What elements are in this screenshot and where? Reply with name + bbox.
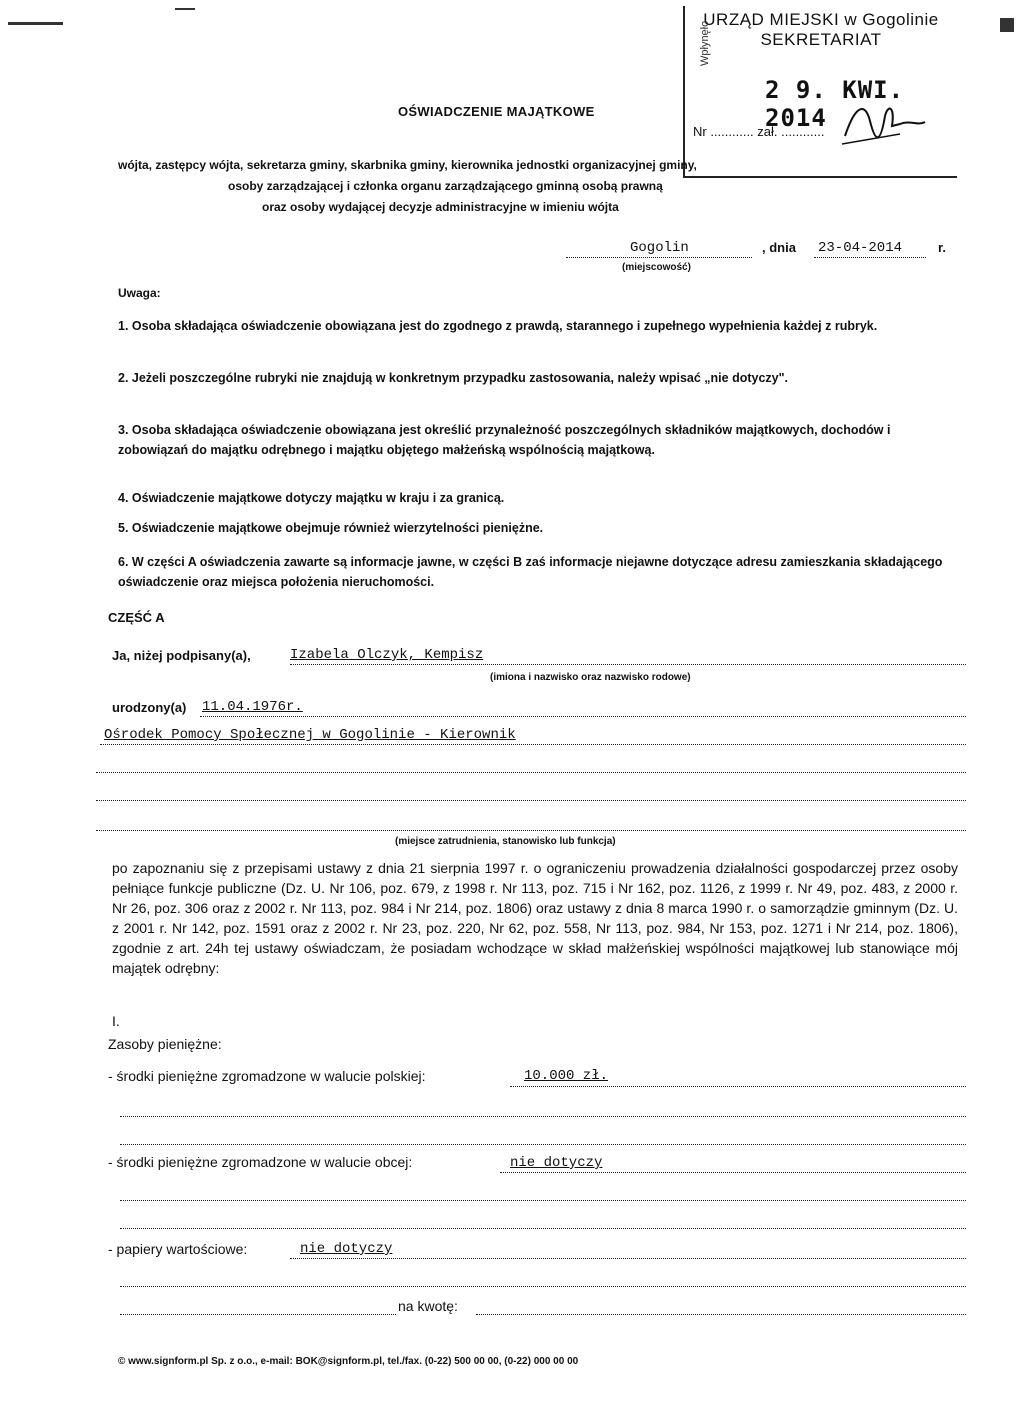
note-item: 1. Osoba składająca oświadczenie obowiązana jest do zgodnego z prawdą, starannego i zupełnego wypełnienia każdej z rubryk.	[118, 319, 878, 333]
date-value: 23-04-2014	[818, 240, 903, 256]
signer-label: Ja, niżej podpisany(a),	[112, 648, 251, 663]
birth-dotted-line	[200, 716, 966, 717]
scan-speck	[175, 8, 195, 10]
date-suffix: r.	[938, 240, 946, 255]
securities-value: nie dotyczy	[300, 1241, 393, 1257]
stamp-received-label: Wpłynęło	[699, 20, 711, 66]
blank-dotted-line	[96, 830, 966, 831]
signer-hint: (imiona i nazwisko oraz nazwisko rodowe)	[490, 672, 691, 683]
note-item: 2. Jeżeli poszczególne rubryki nie znajdują w konkretnym przypadku zastosowania, należy wpisać „nie dotyczy".	[118, 371, 789, 385]
pln-label: - środki pieniężne zgromadzone w walucie polskiej:	[108, 1068, 426, 1084]
scan-speck	[1000, 18, 1014, 32]
note-item: 3. Osoba składająca oświadczenie obowiązana jest określić przynależność poszczególnych składników majątkowych, dochodów i zobowiązań do majątku odrębnego i majątku objętego małżeńską wspólnością majątkową.	[118, 423, 891, 457]
form-footer: © www.signform.pl Sp. z o.o., e-mail: BOK@signform.pl, tel./fax. (0-22) 500 00 00, (0-22) 000 00 00	[118, 1356, 579, 1367]
blank-dotted-line	[120, 1200, 966, 1201]
foreign-dotted-line	[500, 1172, 966, 1173]
header-line-1: wójta, zastępcy wójta, sekretarza gminy, skarbnika gminy, kierownika jednostki organizacyjnej gminy,	[118, 158, 697, 172]
blank-dotted-line	[120, 1116, 966, 1117]
pln-value: 10.000 zł.	[524, 1068, 609, 1084]
place-value: Gogolin	[630, 240, 689, 256]
document-title: OŚWIADCZENIE MAJĄTKOWE	[398, 104, 595, 119]
note-item: 4. Oświadczenie majątkowe dotyczy majątku w kraju i za granicą.	[118, 491, 505, 505]
scan-speck	[8, 22, 63, 25]
signer-dotted-line	[290, 664, 966, 665]
birth-label: urodzony(a)	[112, 700, 187, 715]
securities-label: - papiery wartościowe:	[108, 1241, 248, 1257]
signer-name-value: Izabela Olczyk, Kempisz	[290, 647, 484, 663]
stamp-date: 2 9. KWI. 2014	[765, 76, 905, 132]
cash-resources-heading: Zasoby pieniężne:	[108, 1036, 222, 1052]
place-dotted-line	[566, 257, 752, 258]
stamp-office: URZĄD MIEJSKI w Gogolinie	[703, 10, 939, 29]
securities-dotted-line	[290, 1258, 966, 1259]
blank-dotted-line	[96, 800, 966, 801]
date-prefix: , dnia	[762, 240, 796, 255]
notes-heading: Uwaga:	[118, 286, 161, 300]
header-line-2: osoby zarządzającej i członka organu zarządzającego gminną osobą prawną	[228, 179, 663, 193]
section-a-heading: CZĘŚĆ A	[108, 610, 165, 625]
birth-date-value: 11.04.1976r.	[202, 699, 303, 715]
amount-label: na kwotę:	[398, 1298, 458, 1314]
blank-dotted-line	[120, 1286, 966, 1287]
workplace-dotted-line	[100, 744, 966, 745]
note-item: 6. W części A oświadczenia zawarte są informacje jawne, w części B zaś informacje niejawne dotyczące adresu zamieszkania składającego oświadczenie oraz miejsca położenia nieruchomości.	[118, 555, 943, 589]
header-line-3: oraz osoby wydającej decyzje administracyjne w imieniu wójta	[262, 200, 619, 214]
registry-stamp	[683, 6, 957, 178]
place-hint: (miejscowość)	[622, 262, 691, 273]
blank-dotted-line	[120, 1228, 966, 1229]
note-item: 5. Oświadczenie majątkowe obejmuje również wierzytelności pieniężne.	[118, 521, 544, 535]
workplace-hint: (miejsce zatrudnienia, stanowisko lub funkcja)	[395, 836, 616, 847]
stamp-department: SEKRETARIAT	[760, 30, 882, 49]
legal-paragraph: po zapoznaniu się z przepisami ustawy z dnia 21 sierpnia 1997 r. o ograniczeniu prowadzenia działalności gospodarczej przez osoby pełniące funkcje publiczne (Dz. U. Nr 106, poz. 679, z 1998 r. Nr 113, poz. 715 i Nr 162, poz. 1126, z 1999 r. Nr 49, poz. 483, z 2000 r. Nr 26, poz. 306 oraz z 2002 r. Nr 113, poz. 984 i Nr 214, poz. 1806) oraz ustawy z dnia 8 marca 1990 r. o samorządzie gminnym (Dz. U. z 2001 r. Nr 142, poz. 1591 oraz z 2002 r. Nr 23, poz. 220, Nr 62, poz. 558, Nr 113, poz. 984, Nr 153, poz. 1271 i Nr 214, poz. 1806), zgodnie z art. 24h tej ustawy oświadczam, że posiadam wchodzące w skład małżeńskiej wspólności majątkowej lub stanowiące mój majątek odrębny:	[112, 860, 958, 976]
blank-dotted-line	[96, 772, 966, 773]
date-dotted-line	[814, 257, 926, 258]
workplace-value: Ośrodek Pomocy Społecznej w Gogolinie - Kierownik	[104, 727, 516, 743]
section-number: I.	[112, 1013, 120, 1029]
foreign-currency-value: nie dotyczy	[510, 1155, 603, 1171]
amount-dotted-line	[476, 1314, 966, 1315]
foreign-currency-label: - środki pieniężne zgromadzone w walucie obcej:	[108, 1154, 413, 1170]
pln-dotted-line	[510, 1086, 966, 1087]
blank-dotted-line	[120, 1314, 396, 1315]
stamp-number-line: Nr ............ zał. ............	[693, 124, 825, 139]
blank-dotted-line	[120, 1144, 966, 1145]
signature-icon	[840, 96, 930, 151]
